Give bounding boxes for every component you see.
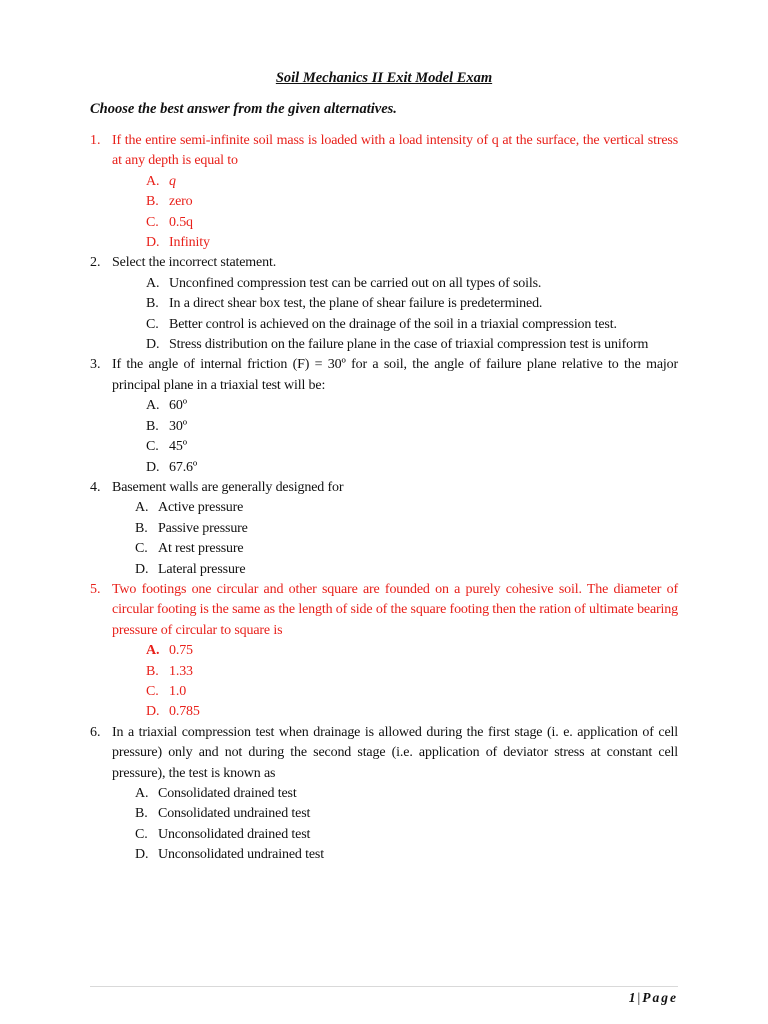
option-a <box>135 498 678 518</box>
question-text: If the angle of internal friction (F) = 30º for a soil, the angle of failure plane relative to the major principal plane in a triaxial test will be: <box>112 357 678 393</box>
option-text: 0.75 <box>169 643 193 659</box>
option-a <box>146 274 678 294</box>
question-number: 1. <box>90 133 101 148</box>
option-b <box>146 294 678 314</box>
question-text: Two footings one circular and other square are founded on a purely cohesive soil. The diameter of circular footing is the same as the length of side of the square footing then the ration of ultimate bearing pressure of circular to square is <box>112 581 678 638</box>
option-letter: B. <box>146 296 159 312</box>
options-list <box>146 641 678 723</box>
options-list <box>135 784 678 866</box>
option-b <box>146 417 678 437</box>
option-a <box>146 172 678 192</box>
option-text: q <box>169 173 176 189</box>
option-letter: D. <box>146 459 160 475</box>
footer-separator: | <box>637 990 641 1005</box>
option-c <box>135 539 678 559</box>
option-text: At rest pressure <box>158 541 244 557</box>
page-label: Page <box>642 990 678 1005</box>
option-d <box>146 233 678 253</box>
option-text: 1.33 <box>169 663 193 679</box>
page-number: 1 <box>628 990 636 1005</box>
option-b <box>146 192 678 212</box>
option-letter: A. <box>146 643 160 659</box>
question-number: 6. <box>90 724 101 740</box>
question-number: 3. <box>90 357 101 373</box>
option-letter: C. <box>135 541 148 557</box>
option-letter: B. <box>146 663 159 679</box>
option-letter: D. <box>146 235 160 251</box>
options-list <box>135 498 678 580</box>
option-text: 67.6º <box>169 459 198 475</box>
question-5 <box>90 580 678 723</box>
option-c <box>135 825 678 845</box>
option-letter: B. <box>135 520 148 536</box>
option-letter: C. <box>146 316 159 332</box>
option-c <box>146 315 678 335</box>
option-text: Active pressure <box>158 500 244 516</box>
option-c <box>146 682 678 702</box>
option-text: Unconsolidated drained test <box>158 826 311 842</box>
footer-divider <box>90 986 678 987</box>
option-text: Better control is achieved on the drainage of the soil in a triaxial compression test. <box>169 316 617 332</box>
question-list <box>90 131 678 866</box>
question-6 <box>90 723 678 866</box>
option-letter: C. <box>146 439 159 455</box>
option-text: 0.785 <box>169 704 200 720</box>
option-letter: D. <box>146 704 160 720</box>
option-text: Consolidated undrained test <box>158 806 311 822</box>
option-text: In a direct shear box test, the plane of shear failure is predetermined. <box>169 296 543 312</box>
option-text: 45º <box>169 439 187 455</box>
option-text: Consolidated drained test <box>158 786 297 801</box>
option-b <box>135 804 678 824</box>
option-a <box>146 641 678 661</box>
question-number: 4. <box>90 479 101 495</box>
option-text: Passive pressure <box>158 520 248 536</box>
option-d <box>146 335 678 355</box>
option-text: Stress distribution on the failure plane in the case of triaxial compression test is uniform <box>169 337 649 353</box>
page-title: Soil Mechanics II Exit Model Exam <box>275 70 493 86</box>
option-letter: A. <box>135 786 149 801</box>
option-letter: A. <box>146 398 160 414</box>
option-a <box>135 784 678 804</box>
option-text: Unconfined compression test can be carried out on all types of soils. <box>169 275 542 291</box>
option-letter: C. <box>146 683 159 699</box>
question-number: 5. <box>90 581 101 597</box>
option-letter: A. <box>146 275 160 291</box>
option-letter: A. <box>146 173 160 189</box>
option-text: 0.5q <box>169 214 193 230</box>
option-letter: C. <box>135 826 148 842</box>
option-letter: D. <box>146 337 160 353</box>
option-d <box>135 560 678 580</box>
option-b <box>146 662 678 682</box>
option-letter: B. <box>146 418 159 434</box>
options-list <box>146 274 678 356</box>
option-d <box>135 845 678 865</box>
option-letter: D. <box>135 561 149 577</box>
option-letter: C. <box>146 214 159 230</box>
options-list <box>146 172 678 254</box>
option-text: Lateral pressure <box>158 561 246 577</box>
option-text: 60º <box>169 398 187 414</box>
option-letter: B. <box>146 194 159 210</box>
option-letter: A. <box>135 500 149 516</box>
option-text: 30º <box>169 418 187 434</box>
question-4 <box>90 478 678 580</box>
question-2 <box>90 253 678 355</box>
question-text: Select the incorrect statement. <box>112 255 277 271</box>
instruction-text: Choose the best answer from the given alternatives. <box>90 101 397 117</box>
option-c <box>146 437 678 457</box>
option-text: 1.0 <box>169 683 187 699</box>
option-letter: B. <box>135 806 148 822</box>
option-c <box>146 213 678 233</box>
question-number: 2. <box>90 255 101 271</box>
options-list <box>146 396 678 478</box>
option-b <box>135 519 678 539</box>
option-text: Infinity <box>169 235 210 251</box>
option-d <box>146 458 678 478</box>
question-3 <box>90 355 678 477</box>
option-text: zero <box>169 194 193 210</box>
option-text: Unconsolidated undrained test <box>158 847 324 863</box>
question-text: Basement walls are generally designed for <box>112 479 344 495</box>
option-letter: D. <box>135 847 149 863</box>
option-a <box>146 396 678 416</box>
page-footer <box>629 990 678 1006</box>
question-1 <box>90 131 678 253</box>
option-d <box>146 702 678 722</box>
question-text: In a triaxial compression test when drainage is allowed during the first stage (i. e. application of cell pressure) only and not during the second stage (i.e. application of deviator stress at constant cell pressure), the test is known as <box>112 724 678 781</box>
question-text: If the entire semi-infinite soil mass is loaded with a load intensity of q at the surface, the vertical stress at any depth is equal to <box>112 133 678 169</box>
